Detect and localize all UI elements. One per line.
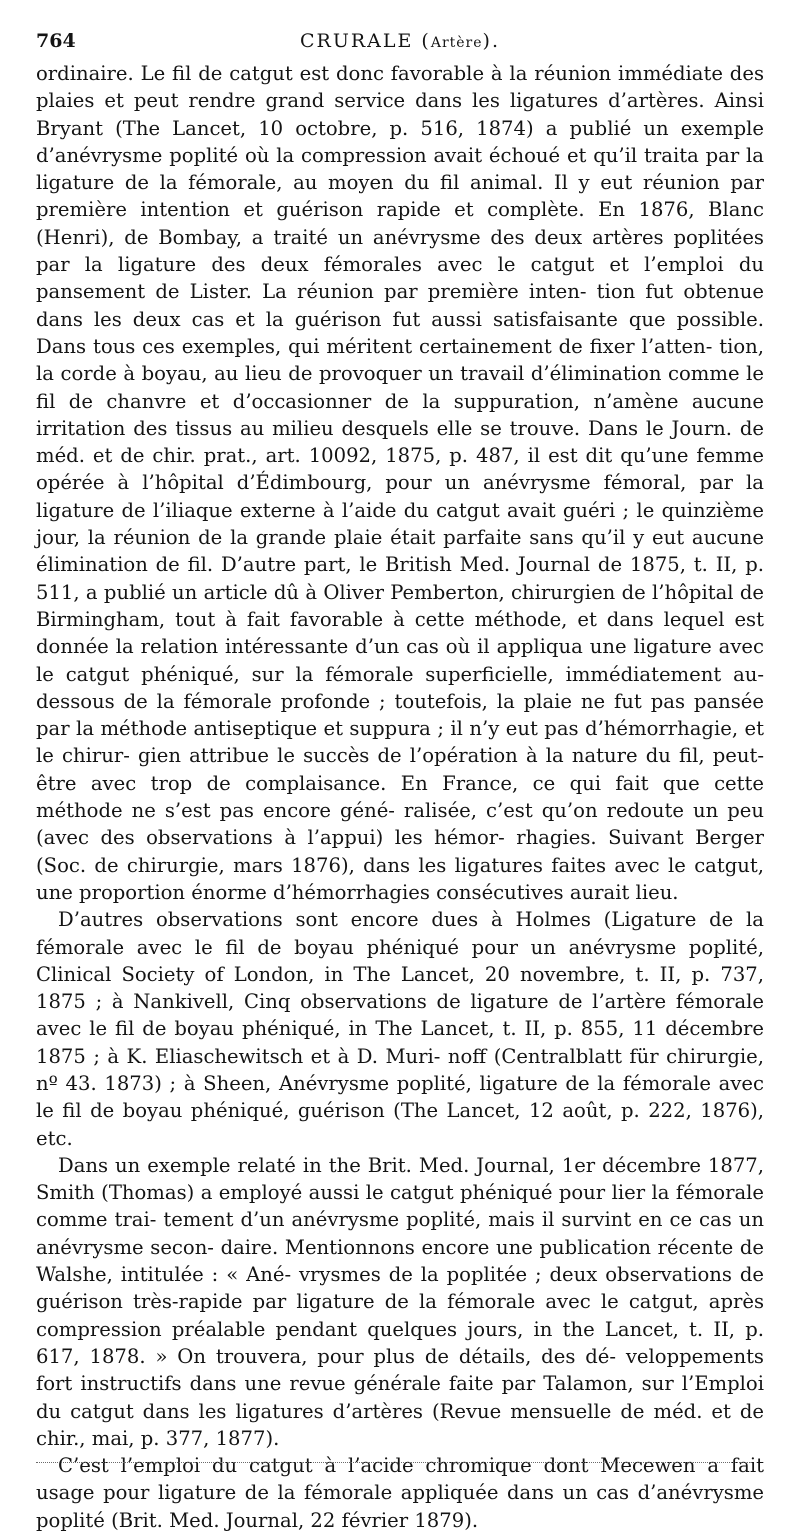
running-head: [36, 30, 764, 56]
footer-rule: [36, 1462, 752, 1463]
running-title: [36, 30, 764, 52]
running-title-end: ).: [482, 30, 500, 52]
running-title-small-caps: Artère: [430, 35, 483, 51]
paragraph-2: D’autres observations sont encore dues à Holmes (Ligature de la fémorale avec le fil de boyau phéniqué pour un anévrysme poplité, Clinical Society of London, in The Lancet, 20 novembre, t. II, p. 737, 1875 ; à Nankivell, Cinq observations de ligature de l’artère fémorale avec le fil de boyau phéniqué, in The Lancet, t. II, p. 855, 11 décembre 1875 ; à K. Eliaschewitsch et à D. Muri- noff (Centralblatt für chirurgie, nº 43. 1873) ; à Sheen, Anévrysme poplité, ligature de la fémorale avec le fil de boyau phéniqué, guérison (The Lancet, 12 août, p. 222, 1876), etc.: [36, 908, 764, 1150]
paragraph-3: Dans un exemple relaté in the Brit. Med. Journal, 1er décembre 1877, Smith (Thomas) a employé aussi le catgut phéniqué pour lier la fémorale comme trai- tement d’un anévrysme poplité, mais il survint en ce cas un anévrysme secon- daire. Mentionnons encore une publication récente de Walshe, intitulée : « Ané- vrysmes de la poplitée ; deux observations de guérison très-rapide par ligature de la fémorale avec le catgut, après compression préalable pendant quelques jours, in the Lancet, t. II, p. 617, 1878. » On trouvera, pour plus de détails, des dé- veloppements fort instructifs dans une revue générale faite par Talamon, sur l’Emploi du catgut dans les ligatures d’artères (Revue mensuelle de méd. et de chir., mai, p. 377, 1877).: [36, 1153, 764, 1450]
paragraph-1: ordinaire. Le fil de catgut est donc favorable à la réunion immédiate des plaies et peut rendre grand service dans les ligatures d’artères. Ainsi Bryant (The Lancet, 10 octobre, p. 516, 1874) a publié un exemple d’anévrysme poplité où la compression avait échoué et qu’il traita par la ligature de la fémorale, au moyen du fil animal. Il y eut réunion par première intention et guérison rapide et complète. En 1876, Blanc (Henri), de Bombay, a traité un anévrysme des deux artères poplitées par la ligature des deux fémorales avec le catgut et l’emploi du pansement de Lister. La réunion par première inten- tion fut obtenue dans les deux cas et la guérison fut aussi satisfaisante que possible. Dans tous ces exemples, qui méritent certainement de fixer l’atten- tion, la corde à boyau, au lieu de provoquer un travail d’élimination comme le fil de chanvre et d’occasionner de la suppuration, n’amène aucune irritation des tissus au milieu desquels elle se trouve. Dans le Journ. de méd. et de chir. prat., art. 10092, 1875, p. 487, il est dit qu’une femme opérée à l’hôpital d’Édimbourg, pour un anévrysme fémoral, par la ligature de l’iliaque externe à l’aide du catgut avait guéri ; le quinzième jour, la réunion de la grande plaie était parfaite sans qu’il y eut aucune élimination de fil. D’autre part, le British Med. Journal de 1875, t. II, p. 511, a publié un article dû à Oliver Pemberton, chirurgien de l’hôpital de Birmingham, tout à fait favorable à cette méthode, et dans lequel est donnée la relation intéressante d’un cas où il appliqua une ligature avec le catgut phéniqué, sur la fémorale superficielle, immédiatement au-dessous de la fémorale profonde ; toutefois, la plaie ne fut pas pansée par la méthode antiseptique et suppura ; il n’y eut pas d’hémorrhagie, et le chirur- gien attribue le succès de l’opération à la nature du fil, peut-être avec trop de complaisance. En France, ce qui fait que cette méthode ne s’est pas encore géné- ralisée, c’est qu’on redoute un peu (avec des observations à l’appui) les hémor- rhagies. Suivant Berger (Soc. de chirurgie, mars 1876), dans les ligatures faites avec le catgut, une proportion énorme d’hémorrhagies consécutives aurait lieu.: [36, 62, 764, 904]
running-title-main: CRURALE (: [300, 30, 431, 52]
body-text: [36, 60, 764, 1534]
page-number: 764: [36, 30, 76, 52]
paragraph-4: C’est l’emploi du catgut à l’acide chromique dont Mecewen a fait usage pour ligature de la fémorale appliquée dans un cas d’anévrysme poplité (Brit. Med. Journal, 22 février 1879).: [36, 1454, 764, 1532]
